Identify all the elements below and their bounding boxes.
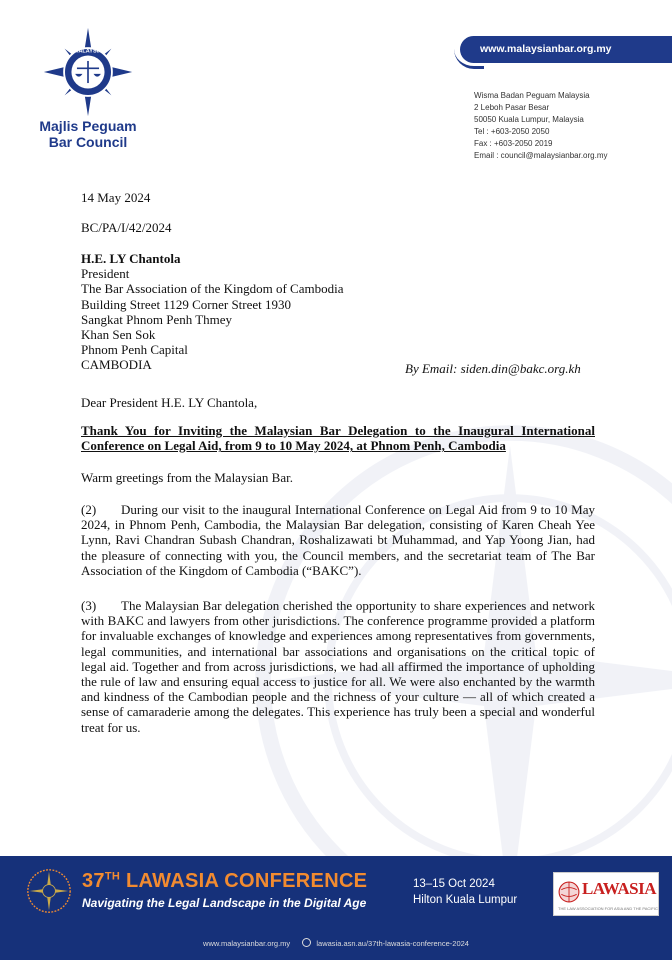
recipient-line: Sangkat Phnom Penh Thmey — [81, 311, 233, 327]
globe-icon — [558, 881, 580, 903]
paragraph-number: (2) — [81, 502, 97, 517]
recipient-line: Khan Sen Sok — [81, 327, 156, 343]
paragraph-2 — [81, 502, 595, 578]
email-line: Email : council@malaysianbar.org.my — [474, 151, 608, 160]
letter-reference: BC/PA/I/42/2024 — [81, 220, 172, 235]
letter-subject: Thank You for Inviting the Malaysian Bar Delegation to the Inaugural International Conference on Legal Aid, from 9 to 10 May 2024, at Phnom Penh, Cambodia — [81, 423, 595, 454]
letter-date: 14 May 2024 — [81, 190, 151, 205]
lawasia-link[interactable]: lawasia.asn.au/37th-lawasia-conference-2024 — [316, 939, 469, 948]
globe-icon — [302, 938, 311, 947]
paragraph-text: During our visit to the inaugural International Conference on Legal Aid from 9 to 10 May 2024, in Phnom Penh, Cambodia, the Malaysian Bar delegation, consisting of Karen Cheah Yee Lynn, Ravi Chandran Subash Chandran, Roshalizawati bt Muhammad, and Yap Yoong Jian, had the pleasure of connecting with you, the Council members, and the secretariat team of The Bar Association of the Kingdom of Cambodia (“BAKC”). — [81, 502, 595, 578]
address-block — [474, 90, 608, 162]
recipient-line: Building Street 1129 Corner Street 1930 — [81, 296, 292, 312]
recipient-block — [81, 251, 595, 373]
org-name-line2: Bar Council — [48, 134, 128, 150]
address-line: Wisma Badan Peguam Malaysia — [474, 91, 590, 100]
footer-links — [0, 938, 672, 948]
malaysianbar-link[interactable]: www.malaysianbar.org.my — [203, 939, 291, 948]
lawasia-tagline: THE LAW ASSOCIATION FOR ASIA AND THE PACIFIC — [558, 906, 658, 911]
conference-tagline: Navigating the Legal Landscape in the Digital Age — [82, 896, 367, 910]
svg-text:MALAYSIA: MALAYSIA — [73, 48, 103, 55]
greeting: Warm greetings from the Malaysian Bar. — [81, 470, 293, 485]
salutation: Dear President H.E. LY Chantola, — [81, 395, 258, 410]
address-line: 2 Leboh Pasar Besar — [474, 103, 550, 112]
lawasia-logo — [553, 872, 659, 916]
conference-venue: Hilton Kuala Lumpur — [413, 894, 518, 906]
delivery-email: By Email: siden.din@bakc.org.kh — [405, 361, 581, 376]
bar-council-logo — [28, 26, 148, 150]
website-banner[interactable]: www.malaysianbar.org.my — [460, 36, 672, 63]
lawasia-wordmark: LAWASIA — [582, 879, 656, 898]
paragraph-3 — [81, 598, 595, 735]
conference-dates: 13–15 Oct 2024 — [413, 878, 495, 890]
fax-line: Fax : +603-2050 2019 — [474, 139, 553, 148]
conference-name: LAWASIA CONFERENCE — [125, 870, 368, 892]
recipient-name: H.E. LY Chantola — [81, 251, 181, 266]
recipient-line: The Bar Association of the Kingdom of Cambodia — [81, 281, 344, 297]
bar-council-emblem-icon — [42, 26, 134, 118]
address-line: 50050 Kuala Lumpur, Malaysia — [474, 115, 584, 124]
conference-suffix: TH — [104, 870, 121, 883]
conference-banner — [0, 856, 672, 960]
recipient-line: President — [81, 266, 130, 282]
paragraph-text: The Malaysian Bar delegation cherished the opportunity to share experiences and network with BAKC and lawyers from other jurisdictions. The conference programme provided a platform for invaluable exchanges of knowledge and experiences among representatives from governments, legal communities, and international bar associations and organisations on the critical topic of legal aid. Together and from across jurisdictions, we had all affirmed the importance of upholding the rule of law and ensuring equal access to justice for all. We were also enchanted by the warmth and kindness of the Cambodian people and the richness of your culture — all of which created a sense of camaraderie among the delegates. This experience has truly been a special and wonderful treat for us. — [81, 598, 595, 735]
recipient-line: Phnom Penh Capital — [81, 342, 188, 358]
conference-number: 37 — [82, 870, 105, 892]
recipient-line: CAMBODIA — [81, 357, 152, 373]
org-name-line1: Majlis Peguam — [39, 118, 137, 134]
conference-emblem-icon — [26, 868, 72, 914]
conference-title — [82, 870, 367, 893]
phone-line: Tel : +603-2050 2050 — [474, 127, 550, 136]
paragraph-number: (3) — [81, 598, 97, 613]
